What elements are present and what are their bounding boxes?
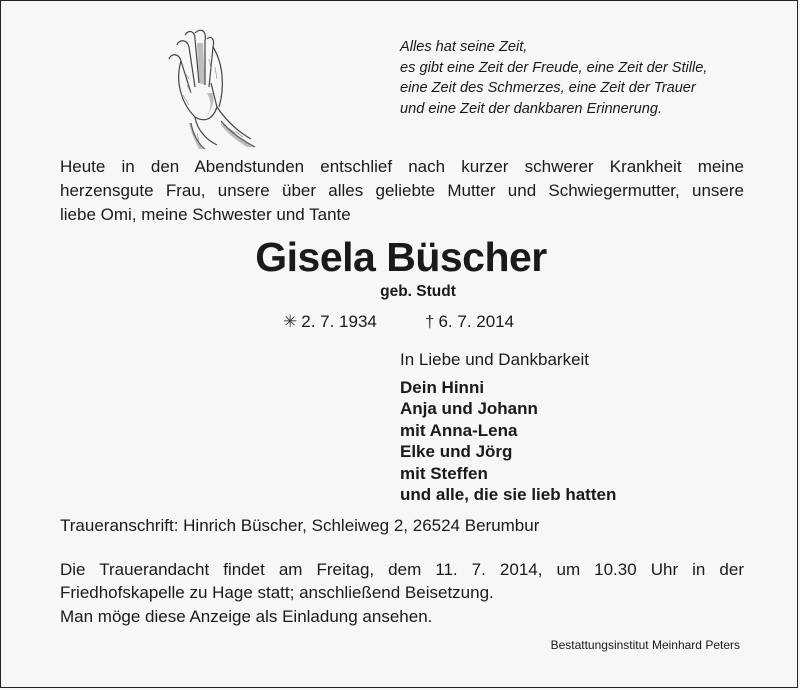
mourner-name: mit Anna-Lena (400, 420, 518, 440)
service-line: Friedhofskapelle zu Hage statt; anschließend Beisetzung. (60, 583, 494, 602)
service-info (60, 558, 744, 604)
invitation-note: Man möge diese Anzeige als Einladung ansehen. (60, 607, 433, 626)
intro-line: Heute in den Abendstunden entschlief nach kurzer schwerer Krankheit meine (60, 157, 744, 176)
funeral-home: Bestattungsinstitut Meinhard Peters (550, 638, 740, 652)
mourners (400, 349, 616, 506)
mourning-address: Traueranschrift: Hinrich Büscher, Schleiweg 2, 26524 Berumbur (60, 516, 540, 535)
mourner-name: und alle, die sie lieb hatten (400, 485, 617, 504)
intro-text (60, 155, 744, 227)
death-date-value: 6. 7. 2014 (438, 312, 515, 331)
poem-line: eine Zeit des Schmerzes, eine Zeit der Trauer (400, 80, 696, 97)
birth-date-value: 2. 7. 1934 (301, 312, 377, 331)
intro-line: herzensgute Frau, unsere über alles geliebte Mutter und Schwiegermutter, unsere (60, 181, 744, 200)
deceased-name: Gisela Büscher (255, 234, 547, 280)
poem (400, 37, 707, 119)
praying-hands-icon (151, 23, 271, 151)
maiden-name: geb. Studt (380, 283, 456, 300)
service-line: Die Trauerandacht findet am Freitag, dem 11. 7. 2014, um 10.30 Uhr in der (60, 560, 744, 579)
mourners-lead: In Liebe und Dankbarkeit (400, 350, 590, 369)
death-cross-icon: † (425, 312, 435, 331)
birth-star-icon: ✳ (283, 312, 298, 331)
birth-date (283, 312, 377, 332)
mourner-name: Elke und Jörg (400, 442, 513, 461)
poem-line: Alles hat seine Zeit, (400, 39, 528, 55)
mourner-name: mit Steffen (400, 463, 488, 483)
poem-line: es gibt eine Zeit der Freude, eine Zeit der Stille, (400, 59, 708, 76)
intro-line: liebe Omi, meine Schwester und Tante (60, 205, 351, 224)
poem-line: und eine Zeit der dankbaren Erinnerung. (400, 100, 663, 117)
death-date (425, 312, 514, 332)
mourner-name: Anja und Johann (400, 399, 538, 418)
mourner-name: Dein Hinni (400, 377, 485, 397)
